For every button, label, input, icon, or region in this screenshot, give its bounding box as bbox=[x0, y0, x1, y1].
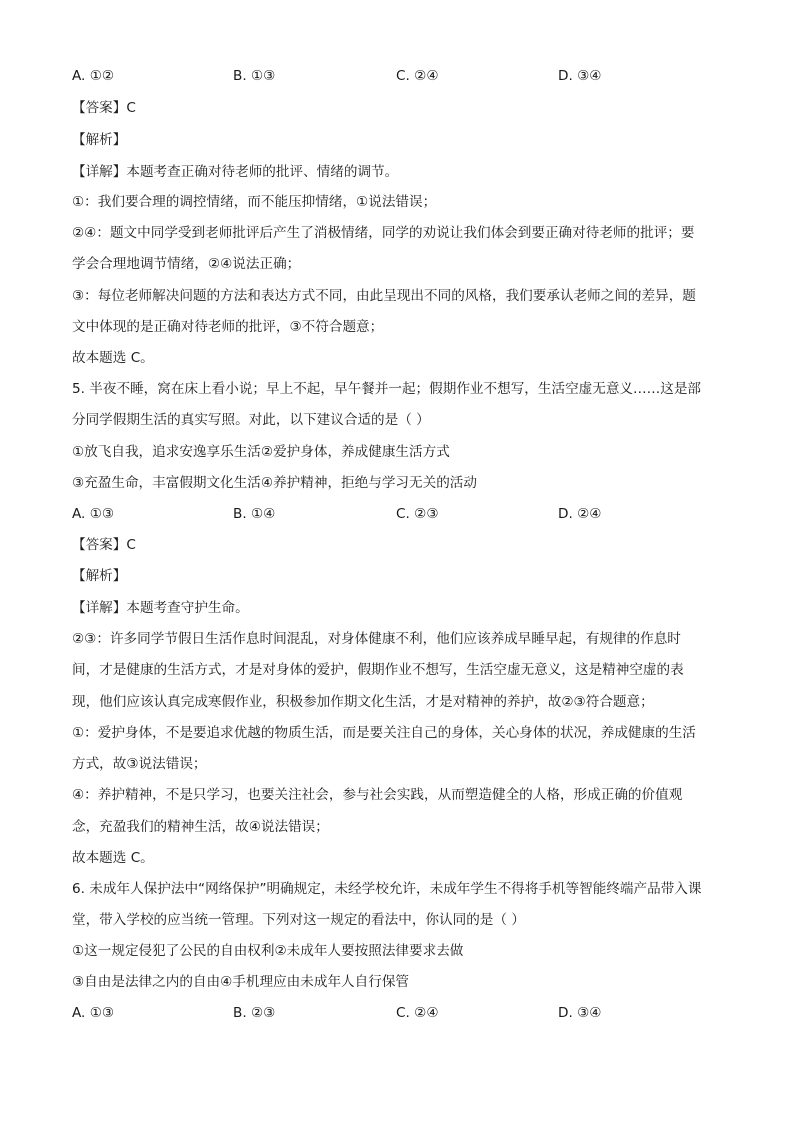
q4-analysis-label: 【解析】 bbox=[72, 132, 127, 148]
q6-option-a: A. ①③ bbox=[72, 1005, 115, 1021]
q5-detail-line: 【详解】本题考查守护生命。 bbox=[72, 600, 249, 616]
q4-detail-line: 学会合理地调节情绪，②④说法正确； bbox=[72, 256, 301, 272]
q5-detail-line: 间，才是健康的生活方式，才是对身体的爱护，假期作业不想写，生活空虚无意义，这是精神空虚的表 bbox=[72, 662, 684, 678]
q6-choice-line: ①这一规定侵犯了公民的自由权利②未成年人要按照法律要求去做 bbox=[72, 943, 464, 959]
q6-choice-line: ③自由是法律之内的自由④手机理应由未成年人自行保管 bbox=[72, 974, 410, 990]
q5-detail-line: 念，充盈我们的精神生活，故④说法错误； bbox=[72, 819, 329, 835]
q4-answer: 【答案】C bbox=[72, 100, 136, 116]
q5-option-c: C. ②③ bbox=[396, 506, 439, 522]
q4-detail-line: ②④：题文中同学受到老师批评后产生了消极情绪，同学的劝说让我们体会到要正确对待老师的批评；要 bbox=[72, 225, 695, 241]
q4-detail-line: 故本题选 C。 bbox=[72, 350, 154, 366]
q5-detail-line: 方式，故③说法错误； bbox=[72, 756, 207, 772]
q6-option-b: B. ②③ bbox=[233, 1005, 276, 1021]
q5-detail-line: ①：爱护身体，不是要追求优越的物质生活，而是要关注自己的身体，关心身体的状况，养成健康的生活 bbox=[72, 725, 696, 741]
q5-detail-line: ②③：许多同学节假日生活作息时间混乱，对身体健康不利，他们应该养成早睡早起，有规律的作息时 bbox=[72, 631, 681, 647]
q5-analysis-label: 【解析】 bbox=[72, 568, 127, 584]
q5-choice-line: ③充盈生命，丰富假期文化生活④养护精神，拒绝与学习无关的活动 bbox=[72, 475, 477, 491]
q4-detail-line: ③：每位老师解决问题的方法和表达方式不同，由此呈现出不同的风格，我们要承认老师之间的差异，题 bbox=[72, 288, 696, 304]
q5-detail-line: ④：养护精神，不是只学习，也要关注社会，参与社会实践，从而塑造健全的人格，形成正确的价值观 bbox=[72, 787, 683, 803]
q5-stem-line: 5. 半夜不睡，窝在床上看小说；早上不起，早午餐并一起；假期作业不想写，生活空虚无意义……这是部 bbox=[72, 381, 702, 397]
q5-detail-line: 现，他们应该认真完成寒假作业，积极参加作期文化生活，才是对精神的养护，故②③符合题意； bbox=[72, 694, 654, 710]
q5-stem-line: 分同学假期生活的真实写照。对此，以下建议合适的是（ ） bbox=[72, 412, 430, 428]
q5-detail-line: 故本题选 C。 bbox=[72, 850, 154, 866]
q4-option-a: A. ①② bbox=[72, 68, 115, 84]
q6-stem-line: 堂，带入学校的应当统一管理。下列对这一规定的看法中，你认同的是（ ） bbox=[72, 912, 525, 928]
q5-answer: 【答案】C bbox=[72, 537, 136, 553]
q4-option-b: B. ①③ bbox=[233, 68, 276, 84]
q5-option-a: A. ①③ bbox=[72, 506, 115, 522]
q5-option-d: D. ②④ bbox=[558, 506, 602, 522]
q6-option-c: C. ②④ bbox=[396, 1005, 439, 1021]
q4-option-c: C. ②④ bbox=[396, 68, 439, 84]
q4-option-d: D. ③④ bbox=[558, 68, 602, 84]
q4-detail-line: 【详解】本题考查正确对待老师的批评、情绪的调节。 bbox=[72, 164, 399, 180]
q5-choice-line: ①放飞自我，追求安逸享乐生活②爱护身体，养成健康生活方式 bbox=[72, 444, 450, 460]
q4-detail-line: ①：我们要合理的调控情绪，而不能压抑情绪，①说法错误； bbox=[72, 194, 437, 210]
q6-stem-line: 6. 未成年人保护法中“网络保护”明确规定，未经学校允许，未成年学生不得将手机等智能终端产品带入课 bbox=[72, 881, 702, 897]
q5-option-b: B. ①④ bbox=[233, 506, 276, 522]
q6-option-d: D. ③④ bbox=[558, 1005, 602, 1021]
q4-detail-line: 文中体现的是正确对待老师的批评，③不符合题意； bbox=[72, 319, 384, 335]
